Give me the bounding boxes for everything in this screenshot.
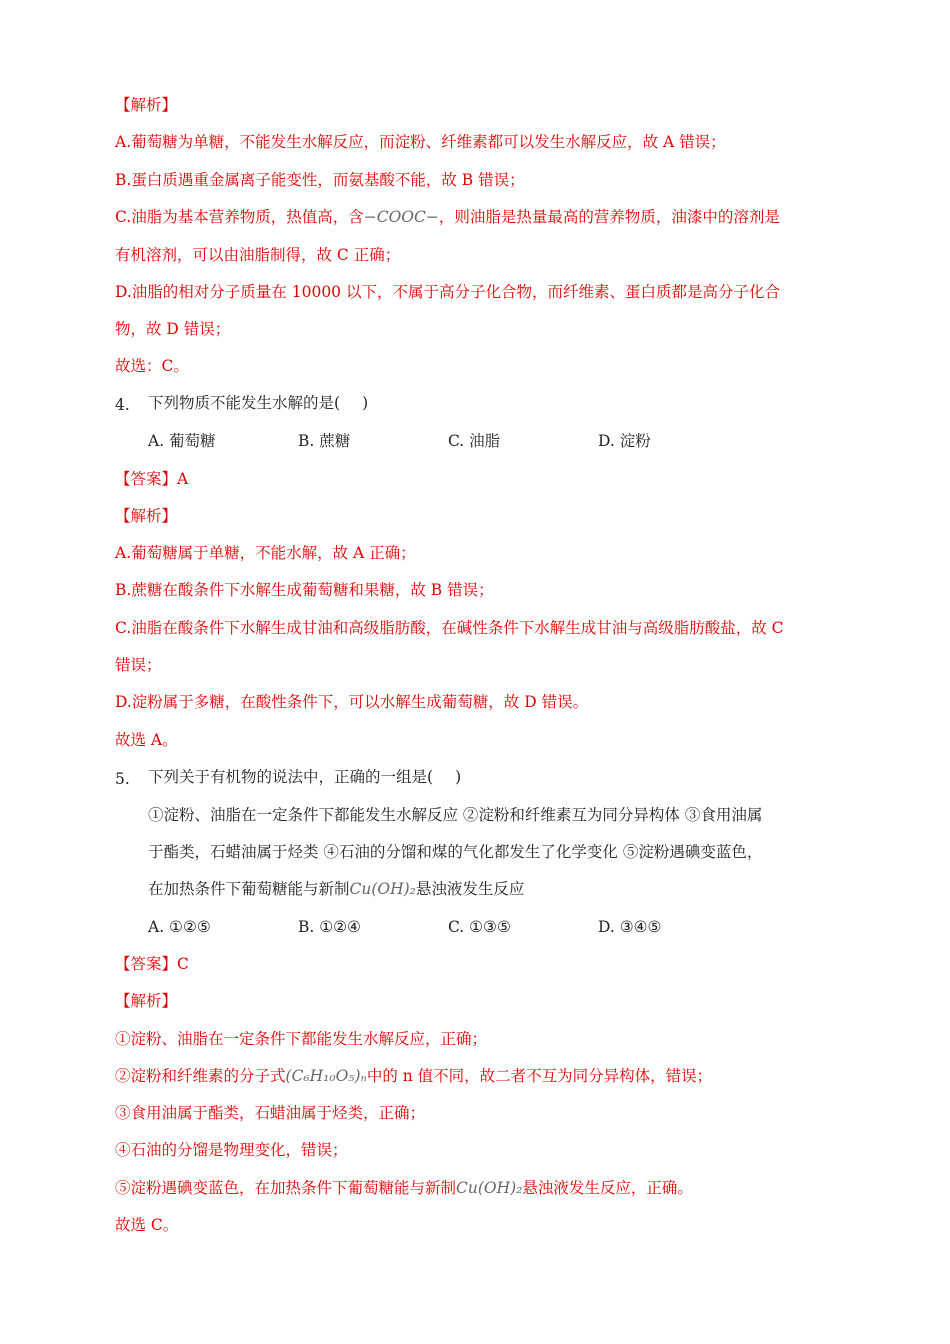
analysis-line-a: A.葡萄糖为单糖，不能发生水解反应，而淀粉、纤维素都可以发生水解反应，故 A 错误； (115, 133, 726, 151)
analysis-line-c: C.油脂为基本营养物质，热值高，含−COOC−，则油脂是热量最高的营养物质，油漆中的溶剂是 (115, 208, 780, 226)
analysis-label: 【解析】 (115, 992, 178, 1010)
question-number: 4. (115, 396, 130, 414)
analysis-line-3: ③食用油属于酯类，石蜡油属于烃类，正确； (115, 1104, 426, 1122)
analysis-line-c: C.油脂在酸条件下水解生成甘油和高级脂肪酸，在碱性条件下水解生成甘油与高级脂肪酸盐，故 C (115, 619, 784, 637)
analysis-line-d: D.淀粉属于多糖，在酸性条件下，可以水解生成葡萄糖，故 D 错误。 (115, 693, 589, 711)
analysis-line-5: ⑤淀粉遇碘变蓝色，在加热条件下葡萄糖能与新制Cu(OH)₂悬浊液发生反应，正确。 (115, 1179, 693, 1197)
answer: 【答案】A (115, 470, 189, 488)
analysis-label: 【解析】 (115, 96, 178, 114)
formula-cuoh2: Cu(OH)₂ (456, 1179, 523, 1197)
analysis-label: 【解析】 (115, 507, 178, 525)
analysis-line-2: ②淀粉和纤维素的分子式(C₆H₁₀O₅)ₙ中的 n 值不同，故二者不互为同分异构体，错误； (115, 1067, 713, 1085)
question-stem: 下列物质不能发生水解的是( ) (148, 394, 369, 412)
analysis-conclusion: 故选：C。 (115, 357, 189, 375)
question-number: 5. (115, 770, 130, 788)
analysis-line-1: ①淀粉、油脂在一定条件下都能发生水解反应，正确； (115, 1030, 488, 1048)
analysis-line-d2: 物，故 D 错误； (115, 320, 231, 338)
analysis-conclusion: 故选 A。 (115, 731, 178, 749)
analysis-line-c2: 错误； (115, 656, 162, 674)
analysis-line-b: B.蛋白质遇重金属离子能变性，而氨基酸不能，故 B 错误； (115, 171, 525, 189)
question-stem: 下列关于有机物的说法中，正确的一组是( ) (148, 768, 462, 786)
option-a: A. 葡萄糖 (148, 432, 216, 450)
analysis-line-a: A.葡萄糖属于单糖，不能水解，故 A 正确； (115, 544, 416, 562)
formula-cuoh2: Cu(OH)₂ (349, 880, 416, 898)
analysis-conclusion: 故选 C。 (115, 1216, 179, 1234)
option-c: C. ①③⑤ (448, 918, 511, 936)
option-d: D. ③④⑤ (598, 918, 662, 936)
option-b: B. 蔗糖 (298, 432, 351, 450)
option-b: B. ①②④ (298, 918, 361, 936)
analysis-line-c2: 有机溶剂，可以由油脂制得，故 C 正确； (115, 246, 401, 264)
option-c: C. 油脂 (448, 432, 501, 450)
question-body-line: 在加热条件下葡萄糖能与新制Cu(OH)₂悬浊液发生反应 (148, 880, 525, 898)
formula-c6h10o5: (C₆H₁₀O₅)ₙ (285, 1067, 367, 1085)
option-d: D. 淀粉 (598, 432, 651, 450)
answer: 【答案】C (115, 955, 189, 973)
analysis-line-b: B.蔗糖在酸条件下水解生成葡萄糖和果糖，故 B 错误； (115, 581, 494, 599)
question-body-line: 于酯类，石蜡油属于烃类 ④石油的分馏和煤的气化都发生了化学变化 ⑤淀粉遇碘变蓝色， (148, 843, 763, 861)
analysis-line-d: D.油脂的相对分子质量在 10000 以下，不属于高分子化合物，而纤维素、蛋白质都是高分子化合 (115, 283, 780, 301)
analysis-line-4: ④石油的分馏是物理变化，错误； (115, 1141, 348, 1159)
formula-cooc: −COOC− (363, 208, 439, 226)
option-a: A. ①②⑤ (148, 918, 211, 936)
question-body-line: ①淀粉、油脂在一定条件下都能发生水解反应 ②淀粉和纤维素互为同分异构体 ③食用油属 (148, 806, 763, 824)
